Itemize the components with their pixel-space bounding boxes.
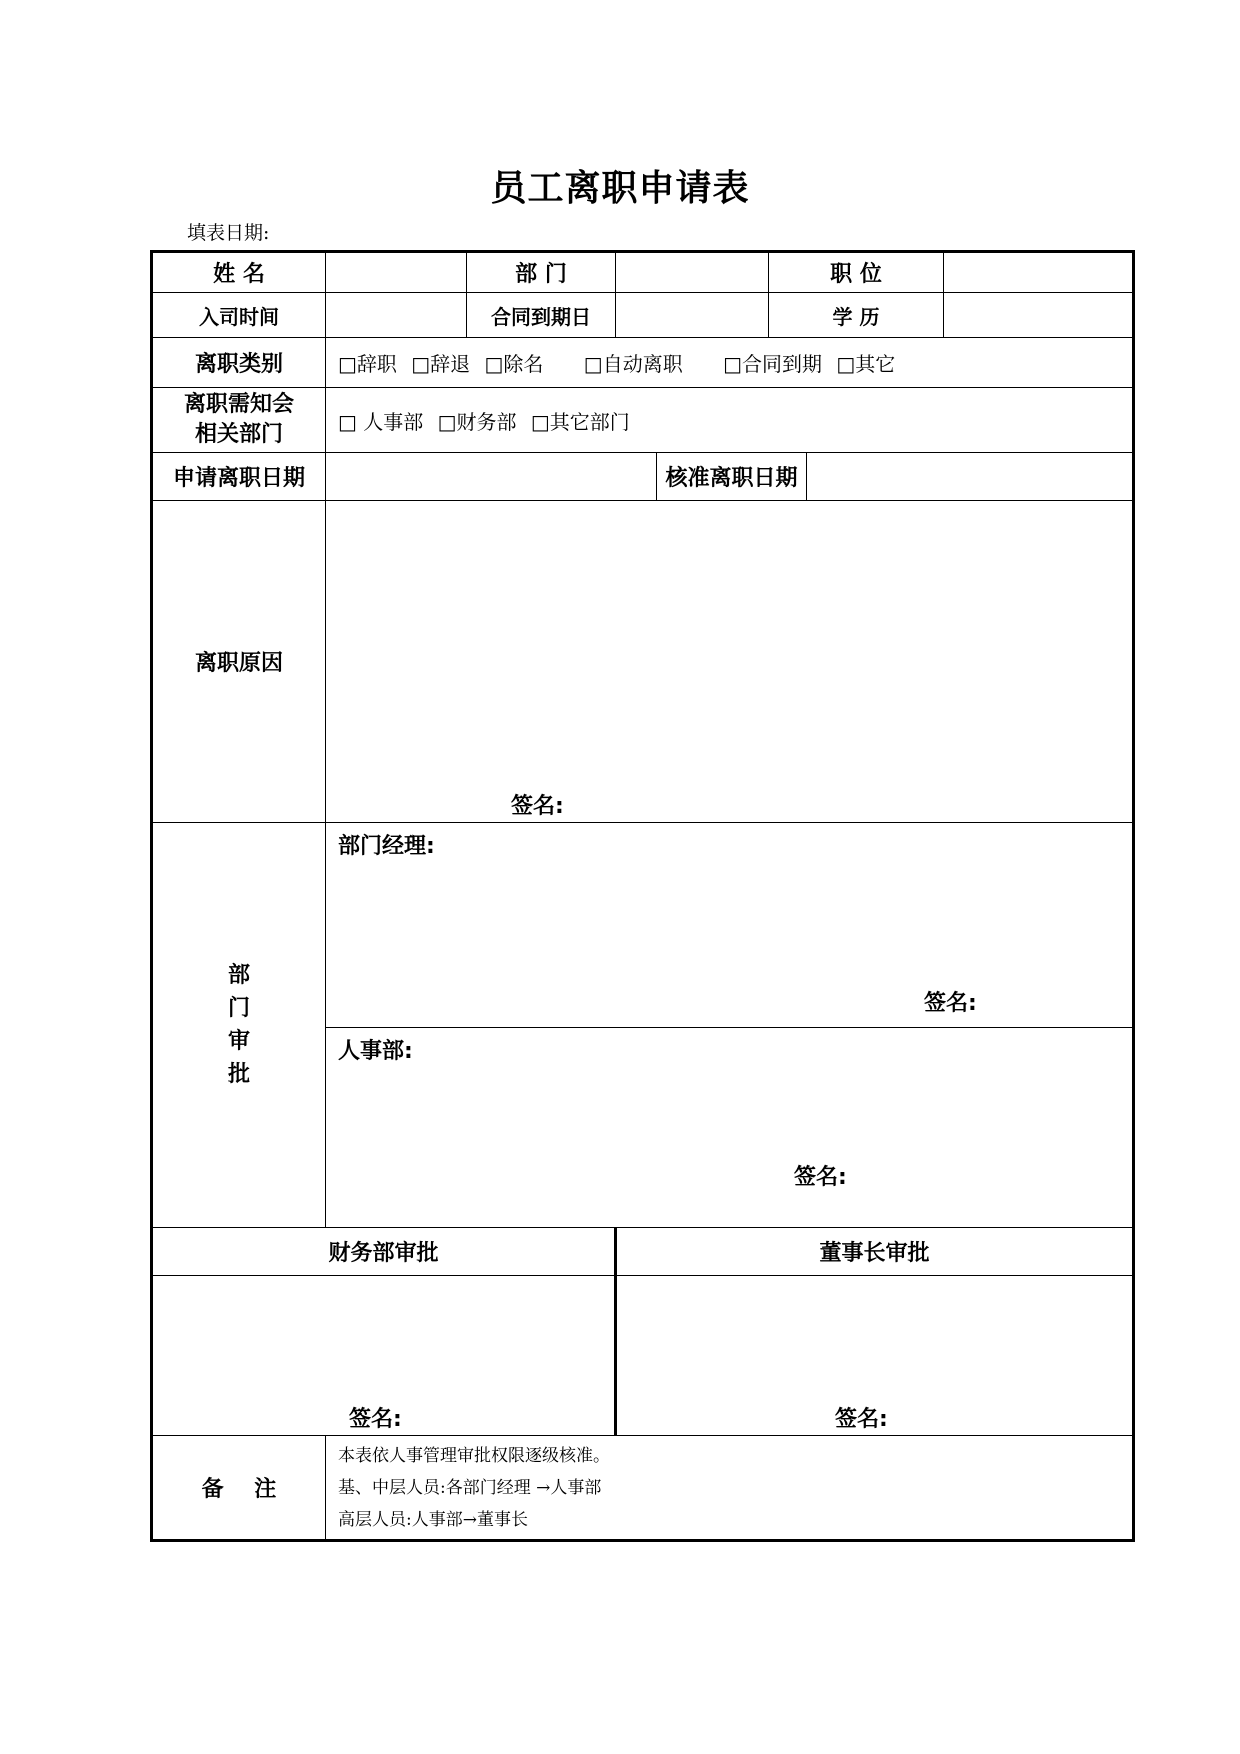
education-label: 学 历 (769, 293, 944, 338)
position-field[interactable] (944, 252, 1134, 293)
row-reason (152, 501, 1134, 823)
education-field[interactable] (944, 293, 1134, 338)
manager-signature-label: 签名: (924, 991, 977, 1016)
remarks-content (326, 1436, 1134, 1541)
chairman-approval-field[interactable] (616, 1276, 1134, 1436)
finance-approval-label: 财务部审批 (152, 1228, 616, 1276)
chairman-signature-label: 签名: (835, 1407, 888, 1432)
reason-signature-label: 签名: (511, 794, 564, 819)
notify-label-line1: 离职需知会 (183, 392, 294, 417)
apply-date-label: 申请离职日期 (152, 453, 326, 501)
position-label: 职 位 (769, 252, 944, 293)
row-final-approval-headers (152, 1228, 1134, 1276)
reason-field[interactable] (326, 501, 1134, 823)
notify-options (326, 388, 1134, 453)
option-contract-end-checkbox[interactable]: □合同到期 (723, 352, 822, 376)
option-auto-leave-checkbox[interactable]: □自动离职 (583, 352, 683, 376)
row-basic-info (152, 252, 1134, 293)
row-dates (152, 453, 1134, 501)
notify-other-checkbox[interactable]: □其它部门 (530, 409, 630, 434)
finance-signature-label: 签名: (349, 1407, 402, 1432)
category-options (326, 338, 1134, 388)
hr-approval-field[interactable] (326, 1028, 1134, 1228)
chairman-approval-label: 董事长审批 (616, 1228, 1134, 1276)
option-dismissed-checkbox[interactable]: □辞退 (411, 352, 471, 376)
department-field[interactable] (616, 252, 769, 293)
fill-date-label: 填表日期: (187, 222, 270, 244)
notify-hr-checkbox[interactable]: □ 人事部 (338, 409, 424, 434)
option-removed-checkbox[interactable]: □除名 (484, 352, 544, 376)
dept-approval-char-1: 部 (227, 963, 250, 988)
hr-signature-label: 签名: (794, 1165, 847, 1190)
form-title: 员工离职申请表 (490, 168, 750, 209)
option-other-checkbox[interactable]: □其它 (836, 352, 896, 376)
notify-finance-checkbox[interactable]: □财务部 (437, 409, 517, 434)
reason-label: 离职原因 (152, 501, 326, 823)
contract-expiry-field[interactable] (616, 293, 769, 338)
resignation-form-table (150, 250, 1135, 1542)
approved-date-label: 核准离职日期 (657, 453, 807, 501)
remarks-line-2: 基、中层人员:各部门经理 →人事部 (338, 1477, 602, 1498)
notify-label (152, 388, 326, 453)
name-field[interactable] (326, 252, 467, 293)
row-remarks (152, 1436, 1134, 1541)
row-manager-approval (152, 823, 1134, 1028)
dept-approval-char-2: 门 (227, 996, 250, 1021)
contract-expiry-label: 合同到期日 (467, 293, 616, 338)
dept-approval-char-3: 审 (227, 1029, 250, 1054)
department-label: 部 门 (467, 252, 616, 293)
remarks-line-3: 高层人员:人事部→董事长 (338, 1509, 528, 1530)
manager-label: 部门经理: (338, 834, 435, 859)
row-employment-info (152, 293, 1134, 338)
approved-date-field[interactable] (807, 453, 1134, 501)
join-date-field[interactable] (326, 293, 467, 338)
notify-label-line2: 相关部门 (194, 422, 283, 447)
category-label: 离职类别 (152, 338, 326, 388)
dept-approval-label (152, 823, 326, 1228)
row-notify-departments (152, 388, 1134, 453)
finance-approval-field[interactable] (152, 1276, 616, 1436)
join-date-label: 入司时间 (152, 293, 326, 338)
remarks-line-1: 本表依人事管理审批权限逐级核准。 (338, 1445, 610, 1466)
row-category (152, 338, 1134, 388)
manager-approval-field[interactable] (326, 823, 1134, 1028)
dept-approval-char-4: 批 (227, 1062, 250, 1087)
apply-date-field[interactable] (326, 453, 657, 501)
option-resign-checkbox[interactable]: □辞职 (338, 352, 397, 376)
name-label: 姓 名 (152, 252, 326, 293)
remarks-label: 备 注 (152, 1436, 326, 1541)
hr-label: 人事部: (338, 1039, 413, 1064)
row-final-approval-fields (152, 1276, 1134, 1436)
